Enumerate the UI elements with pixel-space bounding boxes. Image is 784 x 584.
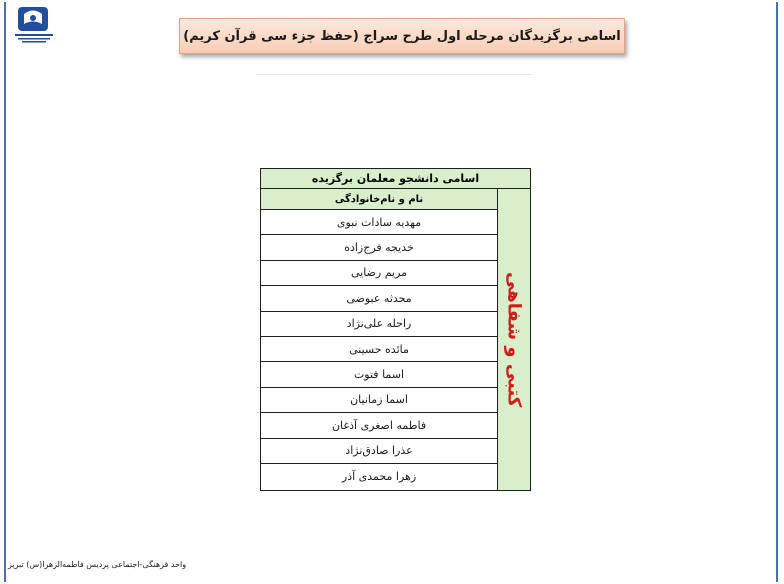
table-row: مهدیه سادات نبوی: [261, 210, 497, 235]
table-row: خدیجه فرج‌زاده: [261, 235, 497, 260]
table-row: فاطمه اصغری آذغان: [261, 413, 497, 438]
names-column: [261, 189, 497, 489]
table-header: اسامی دانشجو معلمان برگزیده: [261, 169, 530, 189]
table-row: اسما زمانیان: [261, 388, 497, 413]
table-row: مائده حسینی: [261, 337, 497, 362]
table-row: عذرا صادق‌نژاد: [261, 439, 497, 464]
footer-text: واحد فرهنگی-اجتماعی پردیس فاطمه‌الزهرا(س) تبریز: [8, 560, 187, 569]
table-row: محدثه عبوضی: [261, 286, 497, 311]
divider: [256, 74, 532, 75]
university-logo-icon: [12, 6, 56, 46]
winners-table: [260, 168, 531, 491]
table-row: اسما فتوت: [261, 362, 497, 387]
table-row: راحله علی‌نژاد: [261, 312, 497, 337]
names-subheader: نام و نام‌خانوادگی: [261, 189, 497, 210]
table-row: زهرا محمدی آذر: [341, 470, 417, 484]
page-title: اسامی برگزیدگان مرحله اول طرح سراج (حفظ جزء سی قرآن کریم): [179, 18, 625, 54]
side-label-cell: [497, 189, 530, 490]
side-label: کتبی و شفاهی: [503, 271, 525, 408]
table-row: مریم رضایی: [261, 261, 497, 286]
